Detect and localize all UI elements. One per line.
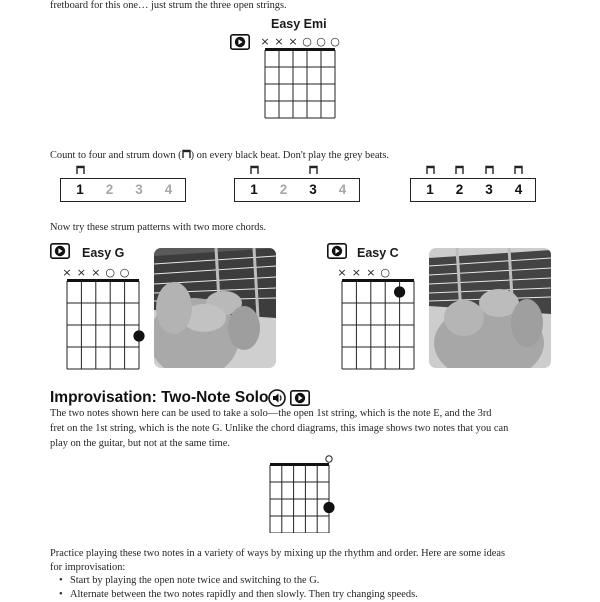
downstroke-icon: [250, 165, 259, 174]
video-play-button-c[interactable]: [327, 243, 347, 264]
string-marker: ○: [330, 35, 340, 48]
beat-number: 2: [279, 182, 288, 197]
finger-dot: [133, 330, 144, 341]
hand-photo-g: [154, 248, 276, 368]
improv-paragraph-2-line-2: for improvisation:: [50, 562, 126, 573]
play-icon: [327, 243, 347, 259]
string-marker: ×: [91, 266, 101, 279]
downstroke-icon: [426, 165, 435, 174]
nut: [67, 279, 139, 282]
chord-title-g: Easy G: [82, 246, 125, 260]
list-item: • Alternate between the two notes rapidly and then slowly. Then try changing speeds.: [50, 588, 418, 602]
beat-number: 3: [135, 182, 143, 197]
string-marker: ×: [288, 35, 298, 48]
beat-number: 1: [250, 182, 258, 197]
open-string-marker: [326, 456, 332, 462]
nut: [265, 48, 335, 51]
speaker-icon: [268, 389, 286, 407]
beat-number: 3: [485, 182, 493, 197]
improv-paragraph-1-line-1: The two notes shown here can be used to take a solo—the open 1st string, which is the note E, and the 3rd: [50, 408, 492, 419]
downstroke-icon: [514, 165, 523, 174]
photo-g-chord-hand: [154, 248, 276, 368]
count-box: [60, 178, 186, 202]
video-play-button-g[interactable]: [50, 243, 70, 264]
string-marker: ×: [62, 266, 72, 279]
beat-number: 3: [309, 182, 317, 197]
chord-diagram-c: [336, 262, 426, 372]
string-marker: ○: [380, 266, 391, 279]
photo-c-chord-hand: [429, 248, 551, 368]
beat-number: 2: [455, 182, 464, 197]
improv-heading: Improvisation: Two-Note Solo: [50, 389, 269, 406]
string-marker: ×: [260, 35, 270, 48]
string-marker: ○: [316, 35, 326, 48]
downstroke-icon: [485, 165, 494, 174]
count-instruction: [50, 148, 389, 163]
chord-diagram-emi: [256, 34, 346, 130]
video-play-button-emi[interactable]: [230, 34, 250, 55]
beat-number: 1: [426, 182, 434, 197]
improv-paragraph-1-line-3: play on the guitar, but not at the same time.: [50, 438, 230, 449]
chord-title-emi: Easy Emi: [271, 17, 327, 31]
downstroke-icon: [182, 149, 191, 159]
play-icon: [290, 390, 310, 406]
nut: [342, 279, 414, 282]
hand-photo-c: [429, 248, 551, 368]
strum-patterns-text: Now try these strum patterns with two more chords.: [50, 222, 267, 233]
string-marker: ×: [366, 266, 376, 279]
beat-number: 1: [76, 182, 84, 197]
string-marker: ○: [119, 266, 130, 279]
string-marker: ×: [337, 266, 347, 279]
downstroke-icon: [455, 165, 464, 174]
downstroke-icon: [309, 165, 318, 174]
finger-dot: [323, 502, 334, 513]
string-marker: ×: [76, 266, 87, 279]
beat-number: 4: [164, 182, 173, 197]
list-item: • Start by playing the open note twice and switching to the G.: [50, 574, 418, 588]
count-box: [234, 178, 360, 202]
downstroke-icon: [76, 165, 85, 174]
string-marker: ○: [302, 35, 312, 48]
nut: [270, 463, 329, 466]
improv-paragraph-2-line-1: Practice playing these two notes in a variety of ways by mixing up the rhythm and order. Here are some ideas: [50, 548, 506, 559]
improv-paragraph-1-line-2: fret on the 1st string, which is the note G. Unlike the chord diagrams, this image shows two notes that you can: [50, 423, 509, 434]
finger-dot: [394, 286, 405, 297]
string-marker: ×: [351, 266, 362, 279]
intro-line: fretboard for this one… just strum the three open strings.: [50, 0, 287, 11]
beat-number: 2: [105, 182, 114, 197]
count-box: [410, 178, 536, 202]
play-icon: [50, 243, 70, 259]
string-marker: ○: [105, 266, 116, 279]
string-marker: ×: [274, 35, 284, 48]
beat-number: 4: [514, 182, 523, 197]
two-note-diagram: [266, 455, 336, 533]
improv-ideas-list: [50, 574, 418, 602]
beat-number: 4: [338, 182, 347, 197]
count-instruction-pre: Count to four and strum down (: [50, 150, 182, 161]
count-instruction-post: ) on every black beat. Don't play the grey beats.: [190, 150, 389, 161]
play-icon: [230, 34, 250, 50]
chord-diagram-g: [60, 262, 150, 372]
chord-title-c: Easy C: [357, 246, 399, 260]
